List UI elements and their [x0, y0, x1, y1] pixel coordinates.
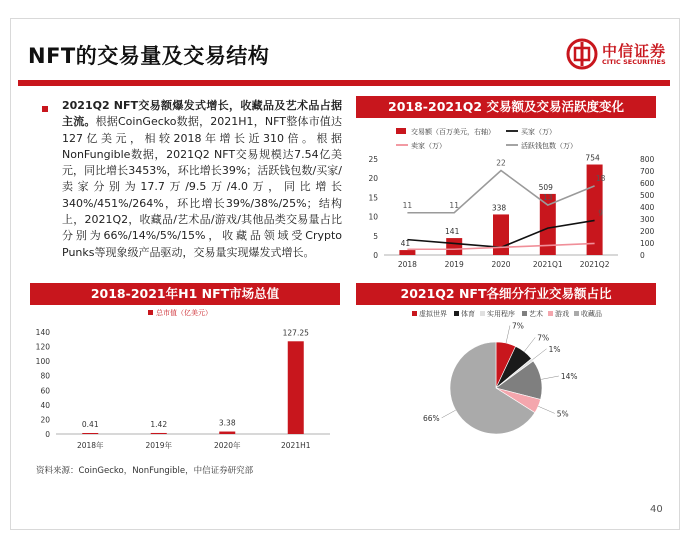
y-axis-tick: 140	[35, 328, 50, 337]
legend-swatch	[148, 310, 153, 315]
line-value-label: 18	[595, 173, 606, 183]
x-axis-tick: 2018	[397, 260, 417, 269]
left-axis-tick: 10	[368, 212, 378, 222]
x-axis-tick: 2021H1	[281, 441, 311, 450]
bar-value-label: 754	[585, 153, 600, 163]
panel-title-segment-share: 2021Q2 NFT各细分行业交易额占比	[356, 283, 656, 305]
trading-activity-chart	[356, 121, 664, 277]
right-axis-tick: 600	[640, 179, 655, 188]
bar-value-label: 41	[400, 239, 411, 249]
bar-value-label: 1.42	[150, 419, 168, 429]
page-number: 40	[650, 504, 663, 515]
pie-leader-line	[532, 349, 546, 360]
slide-title: NFT的交易量及交易结构	[28, 44, 270, 68]
citic-emblem-icon	[566, 38, 598, 70]
line-value-label: 11	[402, 200, 413, 210]
logo-text-en: CITIC SECURITIES	[602, 58, 666, 66]
legend-label-2: 卖家（万）	[411, 142, 446, 150]
x-axis-tick: 2021Q1	[532, 260, 563, 269]
pie-leader-line	[442, 410, 456, 418]
legend-swatch-0	[412, 311, 417, 316]
right-axis-tick: 800	[640, 155, 655, 164]
left-axis-tick: 5	[373, 231, 378, 241]
left-axis-tick: 25	[368, 155, 378, 164]
bar-trade-volume	[399, 250, 415, 255]
legend-label-0: 交易额（百万美元，右轴）	[411, 128, 495, 136]
pie-value-label: 5%	[556, 409, 569, 419]
right-axis-tick: 500	[640, 191, 655, 200]
bar-trade-volume	[446, 238, 462, 255]
pie-value-label: 1%	[548, 344, 561, 354]
pie-value-label: 66%	[422, 413, 440, 423]
legend-swatch-3	[522, 311, 527, 316]
legend-label: 总市值（亿美元）	[156, 309, 212, 317]
y-axis-tick: 60	[40, 386, 50, 396]
y-axis-tick: 40	[40, 400, 50, 410]
line-value-label: 9	[598, 208, 603, 218]
x-axis-tick: 2020	[491, 260, 511, 269]
bar-market-value	[288, 341, 304, 434]
header-divider	[18, 80, 670, 86]
bar-trade-volume	[493, 214, 509, 255]
legend-swatch-1	[454, 311, 459, 316]
source-note: 资料来源：CoinGecko，NonFungible，中信证券研究部	[36, 466, 254, 476]
line-value-label: 13	[543, 193, 553, 203]
pie-leader-line	[524, 337, 535, 351]
bar-market-value	[82, 433, 98, 434]
x-axis-tick: 2019年	[145, 441, 173, 450]
right-axis-tick: 400	[640, 203, 655, 212]
bar-value-label: 3.38	[218, 418, 236, 428]
x-axis-tick: 2020年	[213, 441, 241, 450]
logo-text-cn: 中信证券	[602, 42, 667, 60]
pie-value-label: 14%	[560, 372, 578, 382]
bar-value-label: 0.41	[81, 420, 99, 429]
legend-swatch-5	[574, 311, 579, 316]
line-value-label: 22	[496, 158, 506, 168]
bar-value-label: 509	[538, 182, 553, 192]
bar-value-label: 141	[445, 227, 460, 237]
x-axis-tick: 2018年	[76, 441, 104, 450]
legend-label-5: 收藏品	[581, 310, 602, 318]
summary-paragraph	[62, 98, 342, 261]
line-value-label: 11	[449, 200, 459, 210]
left-axis-tick: 0	[373, 251, 378, 260]
bar-value-label: 127.25	[282, 328, 309, 338]
bullet-icon	[42, 106, 48, 112]
bar-value-label: 338	[491, 203, 507, 213]
segment-share-pie-chart	[356, 306, 662, 466]
right-axis-tick: 100	[640, 239, 655, 248]
y-axis-tick: 100	[35, 357, 50, 367]
legend-swatch-4	[548, 311, 553, 316]
pie-leader-line	[506, 326, 510, 344]
legend-swatch-2	[480, 311, 485, 316]
legend-swatch-0	[396, 128, 406, 134]
bar-market-value	[219, 432, 235, 434]
legend-label-2: 实用程序	[487, 310, 515, 318]
y-axis-tick: 20	[40, 415, 50, 425]
legend-label-3: 艺术	[529, 310, 543, 318]
y-axis-tick: 120	[35, 342, 50, 352]
right-axis-tick: 700	[640, 167, 655, 176]
legend-label-0: 虚拟世界	[419, 310, 447, 318]
market-value-chart	[30, 306, 342, 458]
pie-value-label: 7%	[537, 333, 550, 343]
pie-leader-line	[541, 376, 559, 379]
legend-label-1: 体育	[461, 310, 475, 318]
panel-title-trading-activity: 2018-2021Q2 交易额及交易活跃度变化	[356, 96, 656, 118]
x-axis-tick: 2019	[444, 260, 464, 269]
legend-label-3: 活跃钱包数（万）	[521, 142, 577, 150]
right-axis-tick: 0	[640, 251, 645, 260]
pie-value-label: 7%	[511, 321, 524, 331]
pie-leader-line	[538, 406, 555, 413]
y-axis-tick: 0	[45, 430, 50, 439]
panel-title-market-value: 2018-2021年H1 NFT市场总值	[30, 283, 340, 305]
y-axis-tick: 80	[40, 371, 50, 381]
bar-market-value	[151, 433, 167, 434]
left-axis-tick: 20	[368, 174, 378, 184]
left-axis-tick: 15	[368, 193, 378, 203]
summary-heading: 2021Q2 NFT交易额爆发式增长，收藏品及艺术品占据主流。	[62, 99, 342, 129]
right-axis-tick: 200	[640, 227, 655, 236]
legend-label-4: 游戏	[555, 310, 569, 318]
legend-label-1: 买家（万）	[521, 128, 556, 136]
x-axis-tick: 2021Q2	[579, 260, 610, 269]
citic-logo	[566, 38, 676, 70]
summary-body: 根据CoinGecko数据，2021H1，NFT整体市值达127亿美元，相较2018年增长近310倍。根据NonFungible数据，2021Q2 NFT交易规模达7.54亿美元，同比增长3453%，环比增长39%；活跃钱包数/买家/卖家分别为17.7万/9.5万/4.0万，同比增长340%/451%/264%，环比增长39%/38%/25%；结构上，2021Q2，收藏品/艺术品/游戏/其他品类交易量占比分别为66%/14%/5%/15%，收藏品领域受Crypto Punks等现象级产品驱动，交易量实现爆发式增长。	[62, 115, 342, 259]
right-axis-tick: 300	[640, 215, 655, 224]
